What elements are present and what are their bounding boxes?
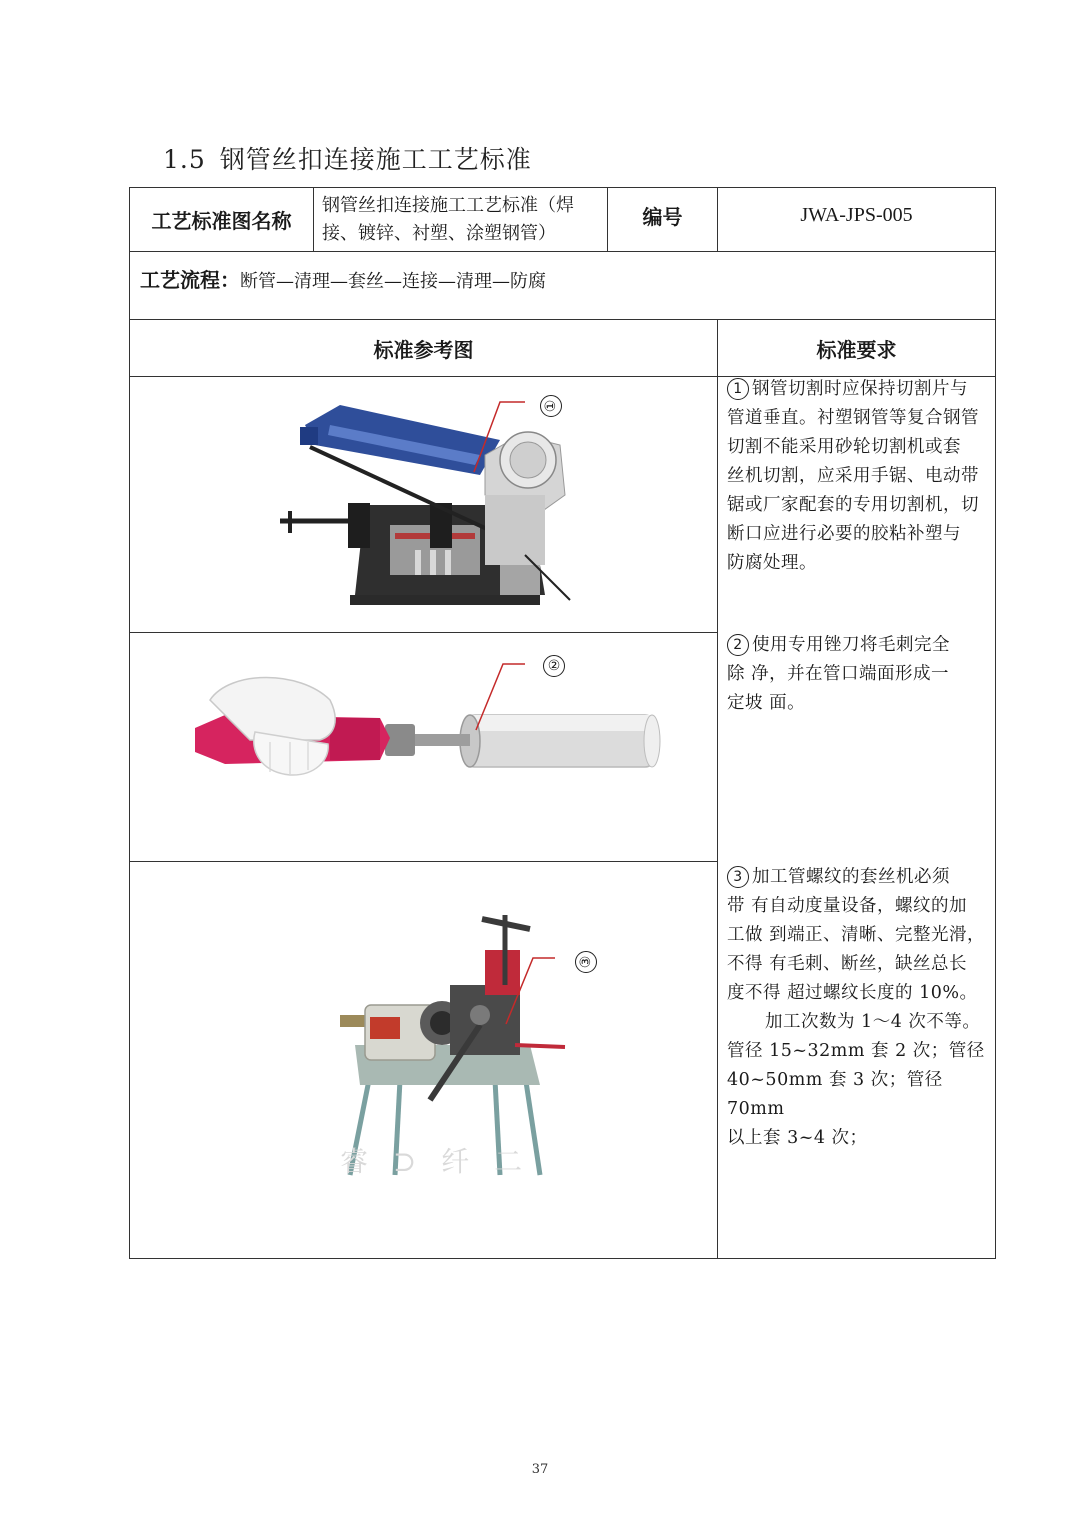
requirement-3: [727, 863, 995, 1153]
requirement-3-line: 工做 到端正、清晰、完整光滑，: [727, 925, 986, 945]
table-rule: [129, 632, 718, 633]
requirement-2-line: 定坡 面。: [727, 693, 806, 713]
requirement-3-line: 40~50mm 套 3 次；管径 70mm: [727, 1070, 943, 1119]
requirement-3-line: 不得 有毛刺、断丝，缺丝总长: [727, 954, 968, 974]
requirement-2-number: 2: [727, 634, 749, 656]
callout-line-3: [500, 952, 560, 1032]
requirement-2-line: 2 使用专用锉刀将毛刺完全: [727, 631, 995, 660]
section-number: 1.5: [163, 145, 206, 174]
marker-1: ①: [540, 395, 562, 417]
table-rule: [313, 187, 314, 251]
requirement-1-line: 切割不能采用砂轮切割机或套: [727, 437, 961, 457]
requirement-1-line: 管道垂直。衬塑钢管等复合钢管: [727, 408, 979, 428]
process-label: 工艺流程：: [140, 268, 240, 292]
header-name-value-line2: 接、镀锌、衬塑、涂塑钢管）: [322, 223, 556, 244]
header-name-value-line1: 钢管丝扣连接施工工艺标准（焊: [322, 195, 574, 216]
requirement-1-line: 丝机切割，应采用手锯、电动带: [727, 466, 979, 486]
requirement-3-line: 3 加工管螺纹的套丝机必须: [727, 863, 995, 892]
requirement-3-line: 度不得 超过螺纹长度的 10%。: [727, 983, 978, 1003]
requirement-1-number: 1: [727, 378, 749, 400]
requirement-1-line: 锯或厂家配套的专用切割机，切: [727, 495, 979, 515]
header-code-value: JWA-JPS-005: [800, 203, 913, 226]
requirement-1: [727, 375, 995, 578]
column-header-reference: 标准参考图: [373, 337, 474, 362]
requirement-3-line: 管径 15~32mm 套 2 次；管径: [727, 1041, 985, 1061]
marker-3: ③: [575, 951, 597, 973]
requirement-3-line: 加工次数为 1～4 次不等。: [765, 1012, 981, 1032]
column-header-requirements: 标准要求: [816, 337, 897, 362]
deburring-tool-illustration: [190, 660, 665, 790]
process-steps: 断管—清理—套丝—连接—清理—防腐: [240, 271, 546, 292]
table-rule: [129, 861, 718, 862]
requirement-1-line: 1 钢管切割时应保持切割片与: [727, 375, 995, 404]
requirement-3-number: 3: [727, 866, 749, 888]
requirement-3-line: 以上套 3~4 次；: [727, 1128, 868, 1148]
header-code-label: 编号: [642, 204, 683, 229]
table-rule: [717, 319, 718, 1259]
page-number: 37: [531, 1462, 549, 1477]
requirement-2-line: 除 净，并在管口端面形成一: [727, 664, 950, 684]
requirement-3-line: 带 有自动度量设备，螺纹的加: [727, 896, 968, 916]
requirement-2: [727, 631, 995, 718]
section-title-text: 钢管丝扣连接施工工艺标准: [219, 145, 532, 174]
header-name-value: [322, 192, 607, 248]
header-name-label: 工艺标准图名称: [151, 209, 292, 233]
marker-2: ②: [543, 655, 565, 677]
band-saw-illustration: [270, 385, 590, 615]
callout-line-2: [470, 658, 530, 738]
pipe-threading-machine-illustration: [330, 905, 580, 1180]
section-title: [163, 140, 532, 176]
requirement-1-line: 断口应进行必要的胶粘补塑与: [727, 524, 961, 544]
watermark: 睿 ⊃ 纤 二: [340, 1145, 531, 1178]
requirement-1-line: 防腐处理。: [727, 553, 817, 573]
callout-line-1: [470, 396, 530, 476]
table-rule: [129, 251, 996, 252]
process-flow: [140, 264, 546, 293]
